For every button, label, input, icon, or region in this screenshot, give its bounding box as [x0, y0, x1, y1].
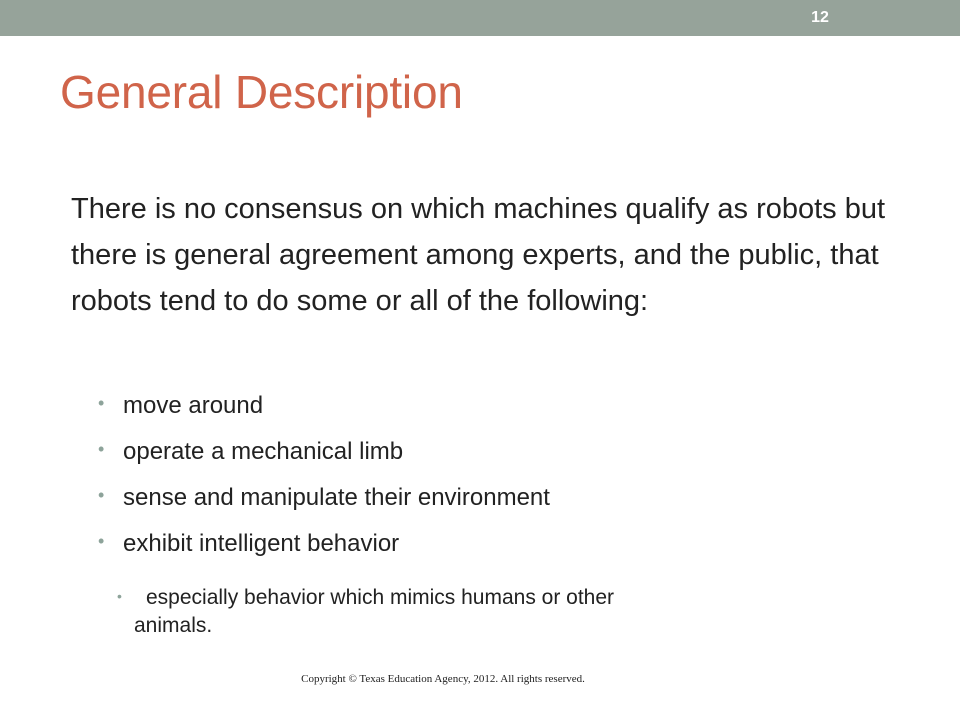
- bullet-operate-limb: [0, 429, 960, 475]
- slide-title: General Description: [60, 66, 463, 118]
- sub-bullet-line-1: especially behavior which mimics humans or other: [146, 586, 615, 609]
- sub-bullet-line-2: animals.: [134, 614, 213, 637]
- bullet-sense-environment: [0, 475, 960, 521]
- bullet-text: operate a mechanical limb: [123, 438, 404, 465]
- intro-paragraph: There is no consensus on which machines qualify as robots but there is general agreement among experts, and the public, that robots tend to do some or all of the following:: [71, 193, 886, 317]
- bullet-dot-icon: •: [98, 393, 105, 413]
- sub-bullet-dot-icon: •: [117, 588, 122, 604]
- slide-header-bar: [0, 0, 960, 36]
- bullet-intelligent-behavior: [0, 521, 960, 567]
- bullet-list: [0, 383, 960, 567]
- bullet-text: exhibit intelligent behavior: [123, 530, 400, 557]
- sub-bullet-mimics: [0, 584, 826, 640]
- bullet-dot-icon: •: [98, 531, 105, 551]
- bullet-move-around: [0, 383, 960, 429]
- bullet-dot-icon: •: [98, 439, 105, 459]
- bullet-text: move around: [123, 392, 264, 419]
- bullet-text: sense and manipulate their environment: [123, 484, 550, 511]
- copyright-footer: Copyright © Texas Education Agency, 2012. All rights reserved.: [301, 673, 585, 685]
- sub-bullet-list: [0, 584, 960, 640]
- slide-number: 12: [811, 9, 829, 26]
- bullet-dot-icon: •: [98, 485, 105, 505]
